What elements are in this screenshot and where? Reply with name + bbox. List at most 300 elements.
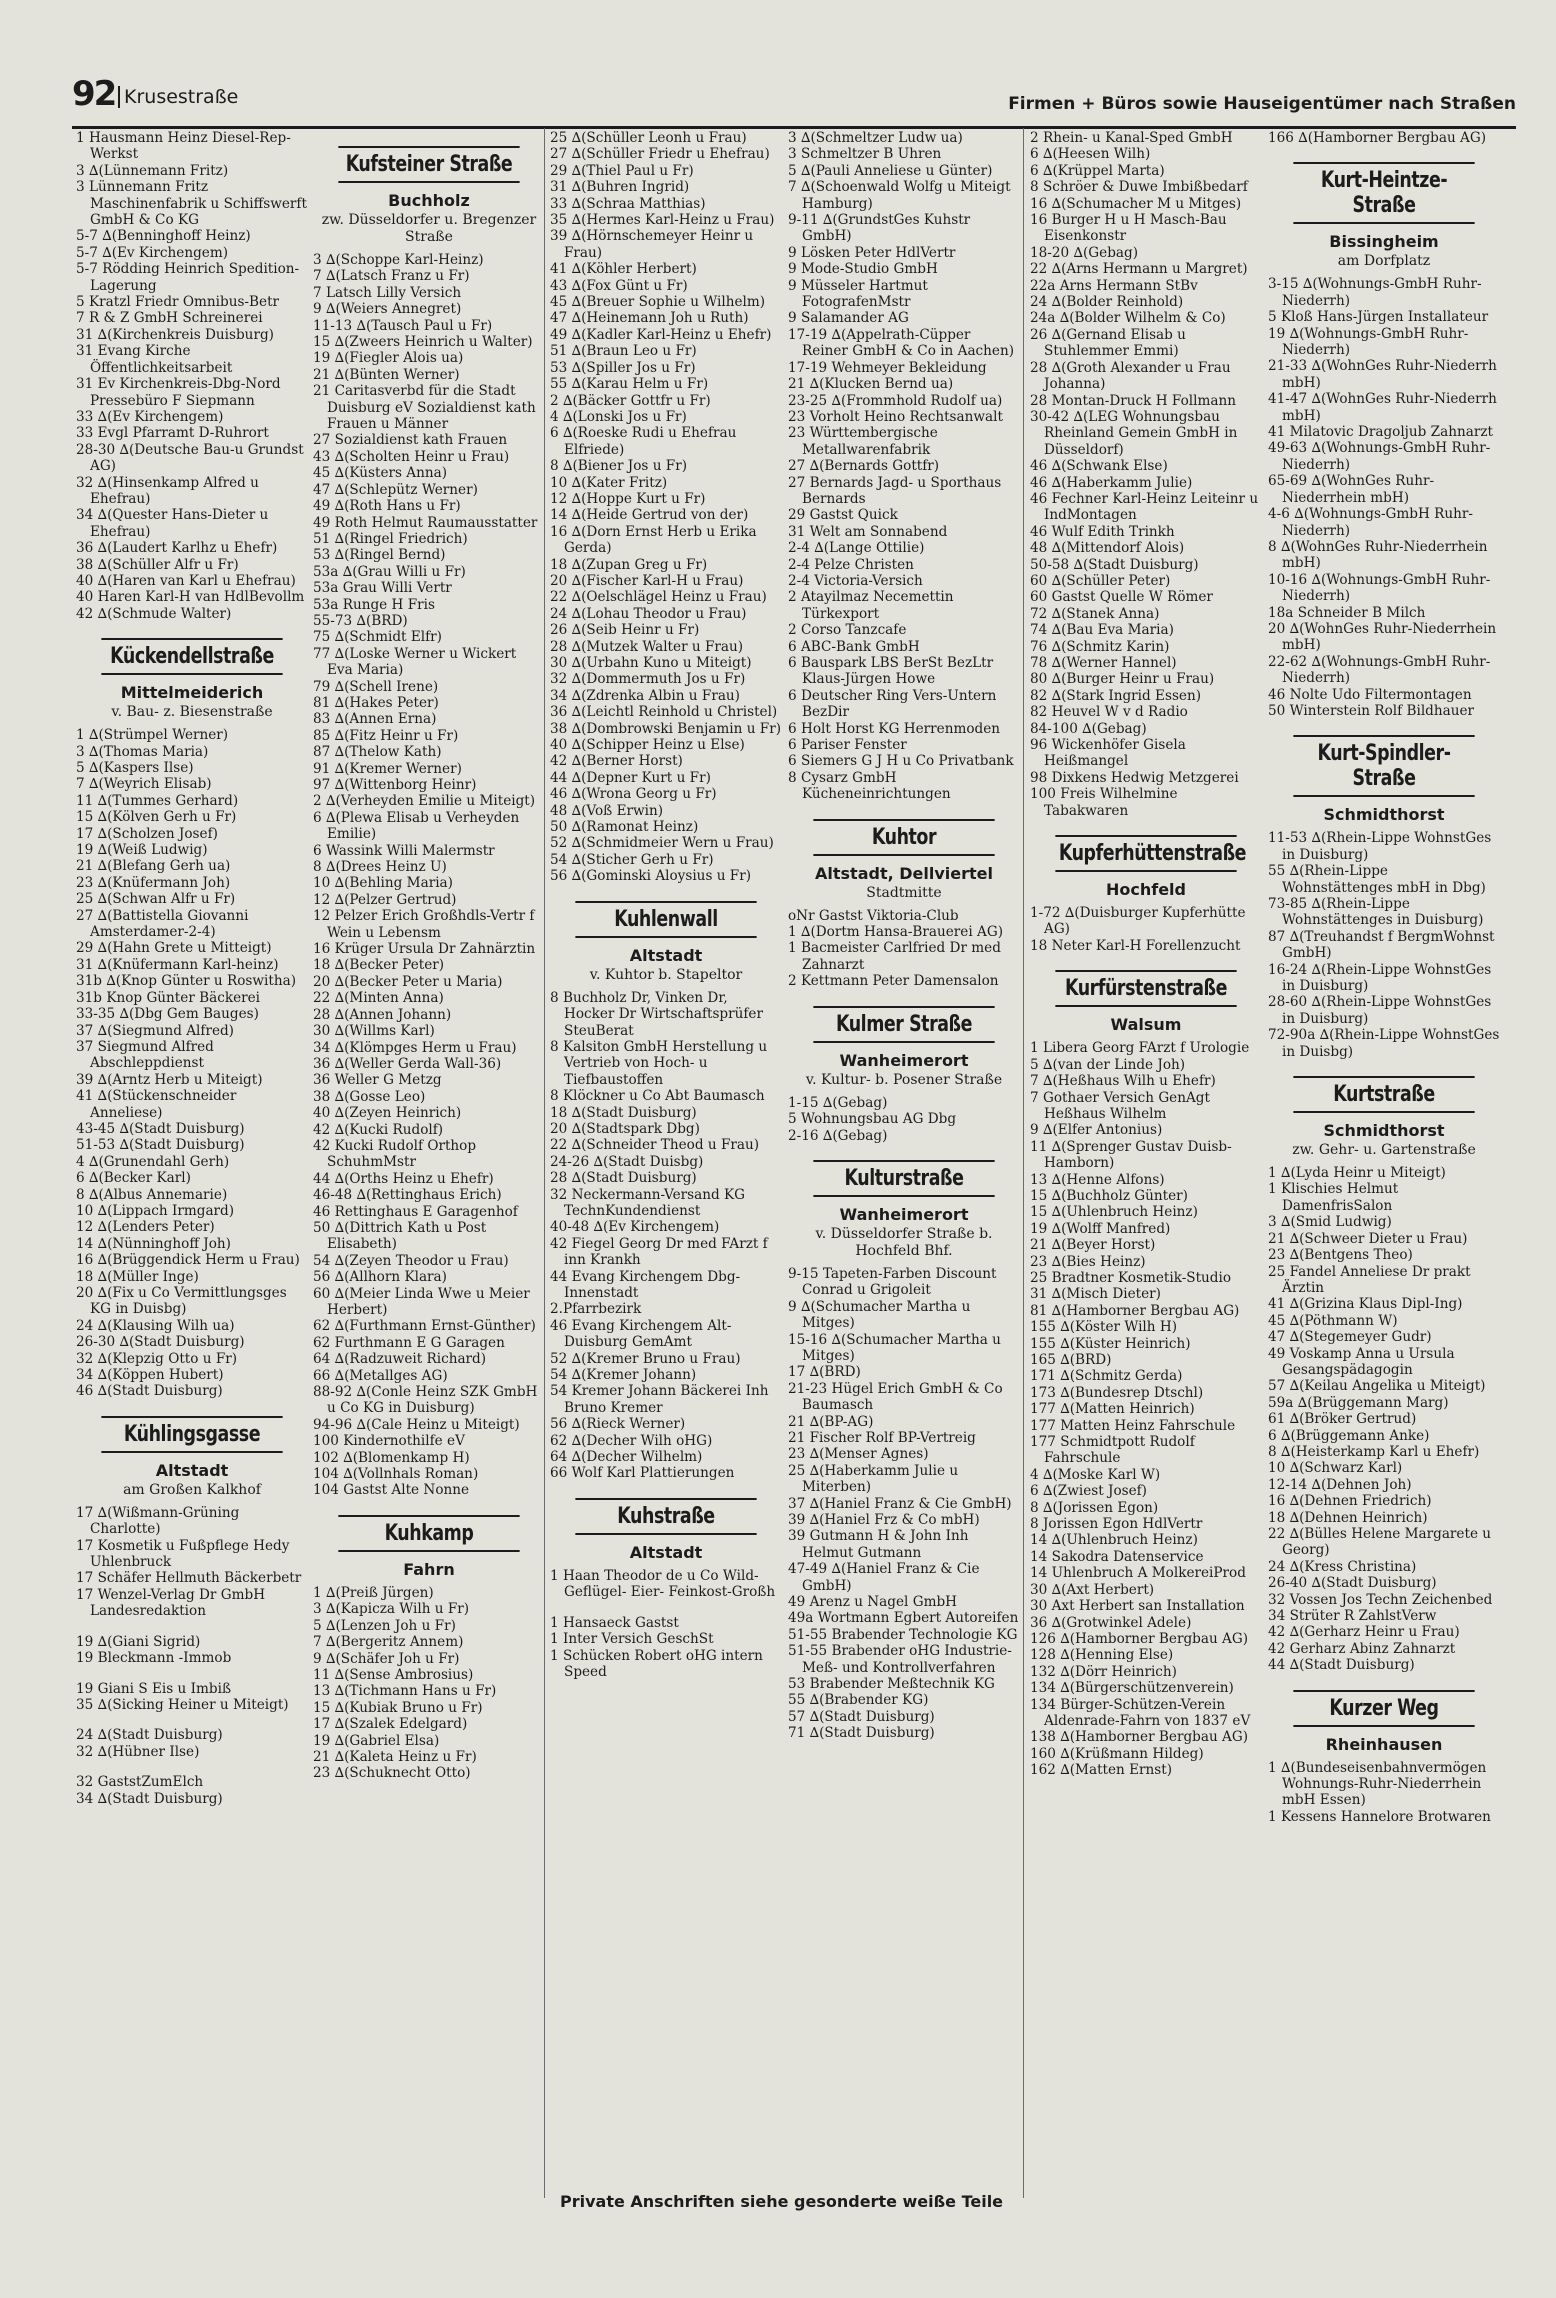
directory-entry: 30 ∆(Willms Karl) bbox=[313, 1023, 435, 1040]
directory-entry: 24a ∆(Bolder Wilhelm & Co) bbox=[1030, 310, 1226, 327]
directory-entry: 51-55 Brabender oHG Industrie-Meß- und Kontrollverfahren bbox=[788, 1643, 1012, 1676]
directory-entry: 11 ∆(Sprenger Gustav Duisb-Hamborn) bbox=[1030, 1138, 1232, 1172]
directory-entry: 9 ∆(Schäfer Joh u Fr) bbox=[313, 1650, 460, 1667]
directory-entry: 44 Evang Kirchengem Dbg-Innenstadt bbox=[550, 1268, 741, 1301]
directory-entry: 6 Deutscher Ring Vers-Untern BezDir bbox=[788, 687, 1001, 721]
directory-entry: 35 ∆(Hermes Karl-Heinz u Frau) bbox=[550, 212, 775, 229]
directory-entry: 32 Vossen Jos Techn Zeichenbed bbox=[1268, 1591, 1493, 1608]
directory-entry: 13 ∆(Tichmann Hans u Fr) bbox=[313, 1683, 497, 1700]
directory-entry: 19 Bleckmann -Immob bbox=[76, 1650, 232, 1667]
directory-entry: 7 ∆(Bergeritz Annem) bbox=[313, 1634, 464, 1651]
directory-entry: 41 ∆(Stückenschneider Anneliese) bbox=[76, 1088, 241, 1121]
directory-entry: 2 Atayilmaz Necemettin Türkexport bbox=[788, 589, 958, 622]
directory-entry: 8 ∆(Albus Annemarie) bbox=[76, 1186, 228, 1203]
directory-entry: 40 ∆(Haren van Karl u Ehefrau) bbox=[76, 572, 296, 589]
directory-entry: 15 ∆(Kubiak Bruno u Fr) bbox=[313, 1699, 483, 1716]
directory-entry: 36 ∆(Grotwinkel Adele) bbox=[1030, 1614, 1192, 1631]
directory-entry: 16-24 ∆(Rhein-Lippe WohnstGes in Duisburg) bbox=[1268, 961, 1496, 995]
directory-entry: 62 ∆(Decher Wilh oHG) bbox=[550, 1432, 713, 1449]
directory-entry: 3-15 ∆(Wohnungs-GmbH Ruhr-Niederrh) bbox=[1268, 276, 1482, 309]
directory-entry: 160 ∆(Krüßmann Hildeg) bbox=[1030, 1745, 1204, 1762]
directory-entry: 51 ∆(Braun Leo u Fr) bbox=[550, 343, 697, 360]
page-street-title: Krusestraße bbox=[118, 86, 238, 108]
running-head: Firmen + Büros sowie Hauseigentümer nach Straßen bbox=[1008, 94, 1516, 114]
directory-entry: 39 ∆(Hörnschemeyer Heinr u Frau) bbox=[550, 228, 758, 261]
directory-entry: 4 ∆(Lonski Jos u Fr) bbox=[550, 408, 687, 425]
directory-entry: 17-19 Wehmeyer Bekleidung bbox=[788, 359, 987, 376]
directory-entry: 1-72 ∆(Duisburger Kupferhütte AG) bbox=[1030, 905, 1250, 938]
directory-entry: 8 Buchholz Dr, Vinken Dr, Hocker Dr Wirtschaftsprüfer SteuBerat bbox=[550, 989, 768, 1039]
directory-entry: 28 ∆(Groth Alexander u Frau Johanna) bbox=[1030, 359, 1235, 393]
directory-entry: 15 ∆(Buchholz Günter) bbox=[1030, 1187, 1188, 1204]
directory-entry: 2 Corso Tanzcafe bbox=[788, 622, 907, 639]
directory-entry: 39 Gutmann H & John Inh Helmut Gutmann bbox=[788, 1528, 973, 1561]
directory-entry: 3 ∆(Kapicza Wilh u Fr) bbox=[313, 1601, 470, 1618]
directory-entry: 36 ∆(Laudert Karlhz u Ehefr) bbox=[76, 540, 278, 557]
street-location-note: v. Kultur- b. Posener Straße bbox=[805, 1071, 1003, 1088]
directory-entry: 98 Dixkens Hedwig Metzgerei bbox=[1030, 769, 1239, 786]
directory-entry: 15-16 ∆(Schumacher Martha u Mitges) bbox=[788, 1331, 1006, 1364]
directory-entry: 46 Fechner Karl-Heinz Leiteinr u IndMontagen bbox=[1030, 490, 1263, 524]
directory-entry: 21 ∆(BP-AG) bbox=[788, 1413, 874, 1430]
district-name: Schmidthorst bbox=[1323, 1121, 1445, 1141]
directory-entry: 53a Grau Willi Vertr bbox=[313, 580, 452, 597]
street-name: Kuhlenwall bbox=[575, 901, 756, 938]
directory-entry: 33 ∆(Ev Kirchengem) bbox=[76, 408, 224, 425]
directory-entry: 10 ∆(Schwarz Karl) bbox=[1268, 1460, 1403, 1477]
directory-entry: 42 Kucki Rudolf Orthop SchuhmMstr bbox=[313, 1137, 481, 1171]
directory-entry: 49 Voskamp Anna u Ursula Gesangspädagogin bbox=[1268, 1345, 1459, 1378]
directory-entry: 155 ∆(Köster Wilh H) bbox=[1030, 1319, 1178, 1336]
street-location-note: zw. Gehr- u. Gartenstraße bbox=[1292, 1142, 1476, 1159]
directory-entry: 49 Arenz u Nagel GmbH bbox=[788, 1594, 958, 1611]
directory-entry: 37 Siegmund Alfred Abschleppdienst bbox=[76, 1038, 219, 1072]
directory-entry: 17 ∆(Wißmann-Grüning Charlotte) bbox=[76, 1504, 244, 1538]
directory-entry: 5-7 Rödding Heinrich Spedition-Lagerung bbox=[76, 261, 300, 294]
directory-entry: 7 ∆(Latsch Franz u Fr) bbox=[313, 268, 470, 285]
directory-entry: 50 ∆(Ramonat Heinz) bbox=[550, 819, 699, 836]
directory-entry: 78 ∆(Werner Hannel) bbox=[1030, 655, 1177, 671]
directory-entry: 35 ∆(Sicking Heiner u Miteigt) bbox=[76, 1696, 289, 1713]
directory-entry: 6 Siemers G J H u Co Privatbank bbox=[788, 753, 1014, 770]
street-section-header bbox=[1274, 1690, 1494, 1754]
directory-entry: 19 ∆(Gabriel Elsa) bbox=[313, 1732, 440, 1749]
street-name: Kulturstraße bbox=[813, 1160, 994, 1197]
directory-entry: 1 Hansaeck Gastst bbox=[550, 1614, 679, 1631]
directory-entry: 28 ∆(Stadt Duisburg) bbox=[550, 1170, 697, 1187]
street-location-note: v. Düsseldorfer Straße b. Hochfeld Bhf. bbox=[815, 1225, 993, 1259]
directory-entry: 19 ∆(Giani Sigrid) bbox=[76, 1633, 201, 1650]
directory-entry: 9 ∆(Schumacher Martha u Mitges) bbox=[788, 1298, 975, 1332]
directory-entry: 7 ∆(Weyrich Elisab) bbox=[76, 776, 212, 793]
directory-entry: 2 ∆(Verheyden Emilie u Miteigt) bbox=[313, 793, 536, 810]
directory-entry: 32 ∆(Hübner Ilse) bbox=[76, 1743, 200, 1760]
directory-entry: 46 ∆(Stadt Duisburg) bbox=[76, 1383, 223, 1400]
directory-entry: 4-6 ∆(Wohnungs-GmbH Ruhr-Niederrh) bbox=[1268, 506, 1473, 539]
directory-entry: 28-60 ∆(Rhein-Lippe WohnstGes in Duisburg) bbox=[1268, 994, 1496, 1027]
street-section-header bbox=[82, 638, 302, 721]
directory-entry: 14 ∆(Nünninghoff Joh) bbox=[76, 1235, 231, 1252]
district-name: Hochfeld bbox=[1105, 880, 1186, 900]
directory-entry: 47 ∆(Heinemann Joh u Ruth) bbox=[550, 310, 749, 327]
street-location-note: am Dorfplatz bbox=[1337, 253, 1431, 270]
directory-entry: 7 ∆(Heßhaus Wilh u Ehefr) bbox=[1030, 1073, 1216, 1090]
directory-entry: 8 Jorissen Egon HdlVertr bbox=[1030, 1516, 1203, 1533]
directory-entry: 11-53 ∆(Rhein-Lippe WohnstGes in Duisburg) bbox=[1268, 830, 1496, 863]
directory-entry: 6 ∆(Plewa Elisab u Verheyden Emilie) bbox=[313, 809, 524, 843]
directory-entry: 44 ∆(Orths Heinz u Ehefr) bbox=[313, 1170, 494, 1187]
directory-entry: 82 Heuvel W v d Radio bbox=[1030, 704, 1188, 721]
directory-entry: 1 Hausmann Heinz Diesel-Rep-Werkst bbox=[76, 130, 291, 163]
district-name: Walsum bbox=[1110, 1015, 1182, 1035]
district-name: Fahrn bbox=[403, 1559, 455, 1579]
directory-entry: 3 ∆(Schoppe Karl-Heinz) bbox=[313, 252, 484, 268]
directory-entry: 34 ∆(Köppen Hubert) bbox=[76, 1367, 224, 1384]
street-location-note: v. Bau- z. Biesenstraße bbox=[111, 704, 273, 721]
directory-entry: 8 Cysarz GmbH Kücheneinrichtungen bbox=[788, 769, 951, 803]
directory-entry: 38 ∆(Gosse Leo) bbox=[313, 1088, 426, 1105]
directory-entry: 64 ∆(Radzuweit Richard) bbox=[313, 1351, 487, 1368]
directory-entry: 10 ∆(Lippach Irmgard) bbox=[76, 1202, 235, 1219]
directory-entry: 54 ∆(Sticher Gerh u Fr) bbox=[550, 851, 714, 868]
directory-entry: 18 ∆(Stadt Duisburg) bbox=[550, 1104, 697, 1121]
directory-entry: 55 ∆(Rhein-Lippe Wohnstättenges mbH in Dbg) bbox=[1268, 863, 1486, 896]
directory-entry: 27 ∆(Schüller Friedr u Ehefrau) bbox=[550, 146, 770, 163]
directory-entry: 46 ∆(Wrona Georg u Fr) bbox=[550, 786, 717, 803]
directory-entry: 166 ∆(Hamborner Bergbau AG) bbox=[1268, 130, 1487, 146]
district-name: Wanheimerort bbox=[839, 1204, 969, 1224]
directory-entry: 16 Burger H u H Masch-Bau Eisenkonstr bbox=[1030, 212, 1231, 245]
directory-entry: 22-62 ∆(Wohnungs-GmbH Ruhr-Niederrh) bbox=[1268, 653, 1491, 687]
column-1 bbox=[76, 128, 312, 1807]
directory-entry: 60 ∆(Schüller Peter) bbox=[1030, 572, 1171, 589]
directory-entry: 20 ∆(WohnGes Ruhr-Niederrhein mbH) bbox=[1268, 620, 1501, 654]
directory-entry: 51 ∆(Ringel Friedrich) bbox=[313, 530, 468, 547]
directory-entry: 1 Libera Georg FArzt f Urologie bbox=[1030, 1040, 1250, 1057]
directory-entry: 5 Kloß Hans-Jürgen Installateur bbox=[1268, 309, 1489, 326]
directory-entry: 7 Latsch Lilly Versich bbox=[313, 284, 462, 301]
directory-entry: 23 ∆(Menser Agnes) bbox=[788, 1446, 929, 1463]
directory-entry: 55 ∆(Karau Helm u Fr) bbox=[550, 376, 709, 393]
street-name: Kühlingsgasse bbox=[101, 1416, 282, 1453]
directory-entry: 56 ∆(Rieck Werner) bbox=[550, 1416, 686, 1433]
directory-entry: 132 ∆(Dörr Heinrich) bbox=[1030, 1663, 1177, 1680]
directory-entry: 177 Matten Heinz Fahrschule bbox=[1030, 1417, 1236, 1434]
directory-entry: 74 ∆(Bau Eva Maria) bbox=[1030, 622, 1174, 639]
directory-entry: 28 ∆(Annen Johann) bbox=[313, 1006, 452, 1023]
street-name: Kurt-Spindler-Straße bbox=[1293, 735, 1474, 797]
directory-entry: 49-63 ∆(Wohnungs-GmbH Ruhr-Niederrh) bbox=[1268, 440, 1491, 473]
directory-entry: 96 Wickenhöfer Gisela Heißmangel bbox=[1030, 737, 1191, 770]
directory-entry: 9 Lösken Peter HdlVertr bbox=[788, 244, 956, 261]
directory-entry: 23 Württembergische Metallwarenfabrik bbox=[788, 425, 943, 458]
directory-entry: 17-19 ∆(Appelrath-Cüpper Reiner GmbH & Co in Aachen) bbox=[788, 326, 1015, 360]
directory-entry: 22 ∆(Bülles Helene Margarete u Georg) bbox=[1268, 1526, 1496, 1559]
directory-entry: 47 ∆(Stegemeyer Gudr) bbox=[1268, 1329, 1432, 1346]
directory-entry: 81 ∆(Hamborner Bergbau AG) bbox=[1030, 1302, 1240, 1319]
directory-entry: 3 Schmeltzer B Uhren bbox=[788, 146, 942, 163]
directory-entry: 83 ∆(Annen Erna) bbox=[313, 711, 437, 728]
street-name: Kufsteiner Straße bbox=[338, 146, 519, 183]
directory-entry: 173 ∆(Bundesrep Dtschl) bbox=[1030, 1384, 1204, 1401]
directory-entry: 17 Kosmetik u Fußpflege Hedy Uhlenbruck bbox=[76, 1537, 294, 1571]
page-number: 92 bbox=[72, 74, 116, 114]
directory-entry: 6 Wassink Willi Malermstr bbox=[313, 842, 495, 859]
directory-entry: 3 Lünnemann Fritz Maschinenfabrik u Schiffswerft GmbH & Co KG bbox=[76, 179, 312, 229]
directory-entry: 12 ∆(Hoppe Kurt u Fr) bbox=[550, 490, 706, 507]
directory-entry: 62 Furthmann E G Garagen bbox=[313, 1334, 505, 1351]
directory-entry: 77 ∆(Loske Werner u Wickert Eva Maria) bbox=[313, 645, 521, 679]
street-section-header bbox=[1274, 1076, 1494, 1159]
directory-entry: 37 ∆(Siegmund Alfred) bbox=[76, 1022, 234, 1039]
directory-entry: 31 ∆(Kirchenkreis Duisburg) bbox=[76, 326, 274, 343]
directory-entry: 22 ∆(Schneider Theod u Frau) bbox=[550, 1137, 760, 1154]
directory-entry: 17 ∆(Szalek Edelgard) bbox=[313, 1716, 468, 1733]
district-name: Altstadt bbox=[629, 1542, 703, 1562]
column-5 bbox=[1030, 128, 1262, 1779]
directory-entry: 51-55 Brabender Technologie KG bbox=[788, 1626, 1018, 1643]
street-name: Kuhkamp bbox=[338, 1515, 519, 1552]
directory-entry: 32 GaststZumElch bbox=[76, 1774, 204, 1791]
directory-entry: 49 ∆(Kadler Karl-Heinz u Ehefr) bbox=[550, 326, 772, 343]
directory-entry: 16 ∆(Brüggendick Herm u Frau) bbox=[76, 1252, 300, 1269]
directory-entry: 4 ∆(Grunendahl Gerh) bbox=[76, 1153, 230, 1170]
directory-entry: 15 ∆(Zweers Heinrich u Walter) bbox=[313, 334, 533, 351]
directory-entry: 21 ∆(Kaleta Heinz u Fr) bbox=[313, 1748, 477, 1765]
directory-entry: 41-47 ∆(WohnGes Ruhr-Niederrh mbH) bbox=[1268, 391, 1502, 424]
directory-entry: 16 Krüger Ursula Dr Zahnärztin bbox=[313, 941, 536, 958]
directory-entry: 128 ∆(Henning Else) bbox=[1030, 1647, 1174, 1664]
street-section-header bbox=[1274, 735, 1494, 824]
directory-entry: 91 ∆(Kremer Werner) bbox=[313, 760, 462, 777]
directory-entry: 32 Neckermann-Versand KG TechnKundendienst bbox=[550, 1186, 750, 1219]
directory-entry: 24 ∆(Stadt Duisburg) bbox=[76, 1727, 223, 1744]
directory-entry: 23 ∆(Schuknecht Otto) bbox=[313, 1765, 471, 1782]
directory-entry: 46 Evang Kirchengem Alt-Duisburg GemAmt bbox=[550, 1317, 732, 1351]
directory-entry: 59a ∆(Brüggemann Marg) bbox=[1268, 1394, 1449, 1411]
directory-entry: 14 ∆(Uhlenbruch Heinz) bbox=[1030, 1532, 1198, 1549]
street-section-header bbox=[794, 819, 1014, 902]
district-name: Wanheimerort bbox=[839, 1050, 969, 1070]
directory-entry: 12-14 ∆(Dehnen Joh) bbox=[1268, 1476, 1412, 1493]
directory-entry: 8 Klöckner u Co Abt Baumasch bbox=[550, 1088, 765, 1105]
directory-entry: 2 ∆(Bäcker Gottfr u Fr) bbox=[550, 392, 711, 409]
street-location-note: zw. Düsseldorfer u. Bregenzer Straße bbox=[321, 212, 537, 245]
directory-entry: 23 Vorholt Heino Rechtsanwalt bbox=[788, 408, 1003, 425]
directory-entry: 24-26 ∆(Stadt Duisbg) bbox=[550, 1153, 704, 1170]
directory-entry: 104 Gastst Alte Nonne bbox=[313, 1482, 470, 1499]
directory-entry: 21 ∆(Schweer Dieter u Frau) bbox=[1268, 1230, 1468, 1247]
directory-entry: 87 ∆(Treuhandst f BergmWohnst GmbH) bbox=[1268, 928, 1499, 962]
directory-entry: 31 Welt am Sonnabend bbox=[788, 523, 948, 540]
directory-entry: 43 ∆(Fox Günt u Fr) bbox=[550, 277, 688, 294]
directory-entry: 52 ∆(Kremer Bruno u Frau) bbox=[550, 1350, 741, 1367]
directory-entry: 2-4 Pelze Christen bbox=[788, 556, 914, 573]
directory-entry: 66 ∆(Metallges AG) bbox=[313, 1367, 448, 1384]
directory-entry: 8 Schröer & Duwe Imbißbedarf bbox=[1030, 179, 1248, 196]
directory-entry: 6 Pariser Fenster bbox=[788, 737, 907, 754]
directory-entry: 11-13 ∆(Tausch Paul u Fr) bbox=[313, 317, 493, 334]
directory-entry: 1-15 ∆(Gebag) bbox=[788, 1094, 888, 1111]
column-6 bbox=[1268, 128, 1504, 1825]
directory-entry: 41 ∆(Grizina Klaus Dipl-Ing) bbox=[1268, 1296, 1463, 1313]
directory-entry: 44 ∆(Stadt Duisburg) bbox=[1268, 1657, 1415, 1674]
directory-entry: 40-48 ∆(Ev Kirchengem) bbox=[550, 1219, 720, 1236]
directory-entry: 94-96 ∆(Cale Heinz u Miteigt) bbox=[313, 1416, 520, 1433]
directory-entry: 46 Nolte Udo Filtermontagen bbox=[1268, 686, 1472, 703]
directory-entry: 25 ∆(Schwan Alfr u Fr) bbox=[76, 891, 236, 908]
directory-entry: 71 ∆(Stadt Duisburg) bbox=[788, 1725, 935, 1742]
directory-entry: 21 Fischer Rolf BP-Vertreig bbox=[788, 1429, 976, 1446]
directory-entry: 1 ∆(Strümpel Werner) bbox=[76, 727, 229, 744]
directory-entry: 26 ∆(Seib Heinr u Fr) bbox=[550, 622, 700, 639]
directory-entry: 57 ∆(Stadt Duisburg) bbox=[788, 1708, 935, 1725]
directory-entry: 54 Kremer Johann Bäckerei Inh Bruno Kremer bbox=[550, 1383, 773, 1416]
directory-entry: 155 ∆(Küster Heinrich) bbox=[1030, 1335, 1191, 1352]
directory-entry: 17 ∆(BRD) bbox=[788, 1364, 861, 1381]
directory-entry: 32 ∆(Hinsenkamp Alfred u Ehefrau) bbox=[76, 474, 264, 507]
directory-entry: 14 Uhlenbruch A MolkereiProd bbox=[1030, 1565, 1246, 1582]
directory-entry: 6 ∆(Roeske Rudi u Ehefrau Elfriede) bbox=[550, 425, 741, 458]
street-name: Kuhstraße bbox=[575, 1498, 756, 1535]
directory-entry: 42 Gerharz Abinz Zahnarzt bbox=[1268, 1640, 1456, 1657]
directory-entry: 171 ∆(Schmitz Gerda) bbox=[1030, 1368, 1183, 1385]
directory-entry: 2-16 ∆(Gebag) bbox=[788, 1127, 888, 1144]
directory-entry: 61 ∆(Bröker Gertrud) bbox=[1268, 1411, 1417, 1428]
directory-entry: 26 ∆(Gernand Elisab u Stuhlemmer Emmi) bbox=[1030, 326, 1191, 360]
directory-entry: 13 ∆(Henne Alfons) bbox=[1030, 1171, 1165, 1188]
directory-entry: 31b ∆(Knop Günter u Roswitha) bbox=[76, 973, 297, 990]
directory-entry: 10-16 ∆(Wohnungs-GmbH Ruhr-Niederrh) bbox=[1268, 571, 1491, 605]
directory-entry: oNr Gastst Viktoria-Club bbox=[788, 907, 959, 924]
directory-entry: 3 ∆(Lünnemann Fritz) bbox=[76, 162, 229, 179]
directory-entry: 6 ∆(Zwiest Josef) bbox=[1030, 1483, 1147, 1500]
directory-entry: 30 ∆(Urbahn Kuno u Miteigt) bbox=[550, 655, 752, 671]
directory-entry: 49a Wortmann Egbert Autoreifen bbox=[788, 1610, 1019, 1627]
directory-entry: 22 ∆(Arns Hermann u Margret) bbox=[1030, 261, 1248, 278]
directory-entry: 73-85 ∆(Rhein-Lippe Wohnstättenges in Duisburg) bbox=[1268, 896, 1484, 929]
district-name: Rheinhausen bbox=[1325, 1734, 1443, 1754]
directory-entry: 5 ∆(Pauli Anneliese u Günter) bbox=[788, 162, 993, 179]
directory-entry: 97 ∆(Wittenborg Heinr) bbox=[313, 777, 477, 793]
directory-entry: 57 ∆(Keilau Angelika u Miteigt) bbox=[1268, 1378, 1486, 1395]
directory-entry: 41 ∆(Köhler Herbert) bbox=[550, 261, 697, 278]
directory-entry: 40 Haren Karl-H van HdlBevollm bbox=[76, 589, 305, 606]
directory-entry: 9 Salamander AG bbox=[788, 310, 909, 327]
directory-entry: 31 ∆(Buhren Ingrid) bbox=[550, 179, 690, 196]
directory-entry: 134 ∆(Bürgerschützenverein) bbox=[1030, 1680, 1234, 1697]
directory-entry: 9 Müsseler Hartmut FotografenMstr bbox=[788, 277, 933, 311]
directory-entry: 49 Roth Helmut Raumausstatter bbox=[313, 514, 538, 531]
directory-entry: 62 ∆(Furthmann Ernst-Günther) bbox=[313, 1318, 536, 1335]
directory-entry: 25 ∆(Schüller Leonh u Frau) bbox=[550, 130, 747, 146]
directory-entry: 27 ∆(Battistella Giovanni Amsterdamer-2-4) bbox=[76, 907, 253, 941]
directory-entry: 31 ∆(Misch Dieter) bbox=[1030, 1286, 1161, 1303]
directory-entry: 102 ∆(Blomenkamp H) bbox=[313, 1449, 470, 1466]
district-name: Bissingheim bbox=[1329, 232, 1439, 252]
directory-entry: 19 ∆(Wohnungs-GmbH Ruhr-Niederrh) bbox=[1268, 325, 1469, 359]
directory-entry: 28 ∆(Mutzek Walter u Frau) bbox=[550, 638, 744, 655]
column-rule bbox=[1023, 128, 1024, 2198]
directory-entry: 21 Caritasverbd für die Stadt Duisburg eV Sozialdienst kath Frauen u Männer bbox=[313, 383, 541, 433]
directory-entry: 6 ∆(Becker Karl) bbox=[76, 1170, 191, 1187]
directory-entry: 21 ∆(Bünten Werner) bbox=[313, 366, 460, 383]
directory-entry: 33 ∆(Schraa Matthias) bbox=[550, 195, 706, 212]
street-location-note: Stadtmitte bbox=[866, 884, 942, 901]
directory-entry: 19 ∆(Fiegler Alois ua) bbox=[313, 350, 464, 367]
directory-entry: 19 ∆(Weiß Ludwig) bbox=[76, 842, 208, 859]
directory-entry: 37 ∆(Haniel Franz & Cie GmbH) bbox=[788, 1495, 1012, 1512]
directory-entry: 7 Gothaer Versich GenAgt Heßhaus Wilhelm bbox=[1030, 1089, 1215, 1122]
directory-entry: 20 ∆(Fix u Co Vermittlungsges KG in Duisbg) bbox=[76, 1285, 292, 1318]
directory-entry: 2 Kettmann Peter Damensalon bbox=[788, 973, 999, 990]
directory-entry: 33 Evgl Pfarramt D-Ruhrort bbox=[76, 425, 269, 442]
directory-entry: 8 ∆(Jorissen Egon) bbox=[1030, 1499, 1159, 1516]
directory-entry: 31 ∆(Knüfermann Karl-heinz) bbox=[76, 956, 279, 973]
directory-entry: 8 Kalsiton GmbH Herstellung u Vertrieb von Hoch- u Tiefbaustoffen bbox=[550, 1038, 772, 1088]
street-section-header bbox=[1274, 162, 1494, 270]
directory-entry: 17 Wenzel-Verlag Dr GmbH Landesredaktion bbox=[76, 1586, 270, 1620]
directory-entry: 53a Runge H Fris bbox=[313, 596, 435, 613]
directory-entry: 3 ∆(Thomas Maria) bbox=[76, 743, 209, 760]
directory-entry: 16 ∆(Schumacher M u Mitges) bbox=[1030, 195, 1242, 212]
directory-entry: 39 ∆(Haniel Frz & Co mbH) bbox=[788, 1512, 980, 1528]
directory-entry: 66 Wolf Karl Plattierungen bbox=[550, 1465, 735, 1482]
directory-entry: 100 Freis Wilhelmine Tabakwaren bbox=[1030, 786, 1182, 819]
street-section-header bbox=[1036, 835, 1256, 899]
directory-entry: 75 ∆(Schmidt Elfr) bbox=[313, 629, 442, 646]
page-header bbox=[72, 72, 1516, 129]
directory-entry: 84-100 ∆(Gebag) bbox=[1030, 720, 1147, 737]
directory-entry: 27 Bernards Jagd- u Sporthaus Bernards bbox=[788, 474, 1006, 507]
street-name: Kückendellstraße bbox=[101, 638, 282, 675]
directory-entry: 2-4 Victoria-Versich bbox=[788, 572, 923, 589]
directory-entry: 87 ∆(Thelow Kath) bbox=[313, 744, 442, 761]
directory-entry: 1 Kessens Hannelore Brotwaren bbox=[1268, 1808, 1491, 1825]
directory-entry: 21 ∆(Blefang Gerh ua) bbox=[76, 858, 231, 875]
directory-entry: 9 ∆(Elfer Antonius) bbox=[1030, 1122, 1163, 1139]
directory-entry: 36 ∆(Leichtl Reinhold u Christel) bbox=[550, 704, 778, 721]
directory-entry: 104 ∆(Vollnhals Roman) bbox=[313, 1466, 479, 1483]
directory-entry: 11 ∆(Tummes Gerhard) bbox=[76, 792, 239, 809]
directory-entry: 6 ∆(Krüppel Marta) bbox=[1030, 162, 1165, 179]
directory-entry: 10 ∆(Behling Maria) bbox=[313, 875, 453, 892]
directory-entry: 28-30 ∆(Deutsche Bau-u Grundst AG) bbox=[76, 441, 309, 475]
directory-entry: 2-4 ∆(Lange Ottilie) bbox=[788, 540, 925, 557]
directory-entry: 24 ∆(Lohau Theodor u Frau) bbox=[550, 605, 747, 622]
directory-entry: 27 ∆(Bernards Gottfr) bbox=[788, 458, 940, 475]
directory-entry: 1 Bacmeister Carlfried Dr med Zahnarzt bbox=[788, 940, 1006, 973]
directory-entry: 72 ∆(Stanek Anna) bbox=[1030, 605, 1160, 622]
directory-entry: 47 ∆(Schlepütz Werner) bbox=[313, 481, 478, 498]
directory-entry: 85 ∆(Fitz Heinr u Fr) bbox=[313, 727, 459, 744]
directory-entry: 25 ∆(Haberkamm Julie u Miterben) bbox=[788, 1462, 963, 1496]
directory-entry: 34 ∆(Klömpges Herm u Frau) bbox=[313, 1039, 517, 1056]
street-name: Kuhtor bbox=[813, 819, 994, 856]
directory-entry: 16 ∆(Dorn Ernst Herb u Erika Gerda) bbox=[550, 523, 761, 557]
directory-entry: 45 ∆(Küsters Anna) bbox=[313, 465, 448, 482]
directory-entry: 47-49 ∆(Haniel Franz & Cie GmbH) bbox=[788, 1561, 984, 1594]
directory-entry: 16 ∆(Dehnen Friedrich) bbox=[1268, 1493, 1432, 1510]
column-3 bbox=[550, 128, 782, 1680]
directory-entry: 45 ∆(Pöthmann W) bbox=[1268, 1312, 1398, 1329]
directory-entry: 46 Wulf Edith Trinkh bbox=[1030, 523, 1175, 540]
directory-entry: 42 ∆(Schmude Walter) bbox=[76, 605, 232, 622]
directory-entry: 22a Arns Hermann StBv bbox=[1030, 277, 1198, 294]
directory-entry: 1 Haan Theodor de u Co Wild- Geflügel- Eier- Feinkost-Großh bbox=[550, 1567, 776, 1601]
directory-entry: 1 Schücken Robert oHG intern Speed bbox=[550, 1647, 768, 1680]
directory-entry: 5 Wohnungsbau AG Dbg bbox=[788, 1111, 957, 1128]
